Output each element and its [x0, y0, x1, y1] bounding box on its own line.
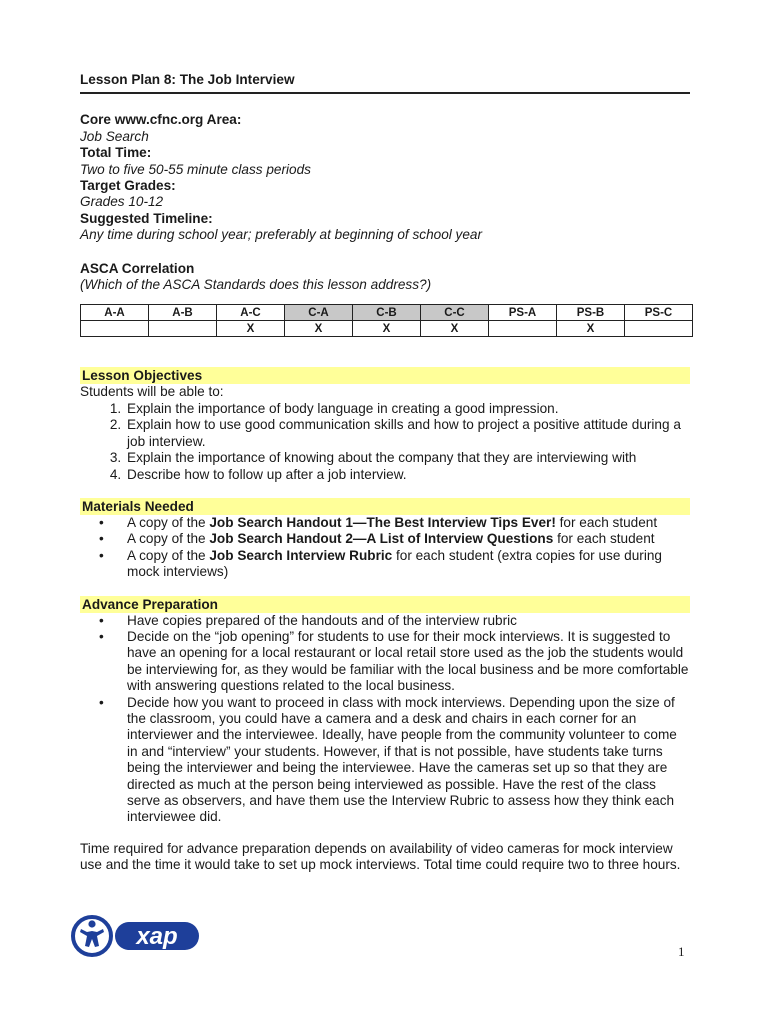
xap-logo-icon	[70, 912, 202, 960]
asca-question: (Which of the ASCA Standards does this lesson address?)	[80, 277, 432, 293]
list-item	[99, 612, 690, 629]
handout-title: Job Search Handout 2—A List of Interview Questions	[209, 531, 554, 547]
page-number: 1	[678, 944, 685, 959]
asca-mark-cell: X	[557, 321, 625, 337]
item-text: for each student	[553, 531, 655, 547]
list-item	[99, 514, 690, 531]
asca-col-header: PS-B	[557, 305, 625, 321]
asca-col-header: PS-A	[489, 305, 557, 321]
objectives-heading: Lesson Objectives	[80, 367, 690, 384]
item-text: Decide on the “job opening” for students to use for their mock interviews. It is suggested to have an opening for a local restaurant or local retail store used as the job the students would be interviewing for, as they would be familiar with the local business and be more comfortable with answering questions related to the local business.	[127, 628, 689, 694]
bullet-icon: •	[99, 514, 104, 530]
asca-mark-cell	[81, 321, 149, 337]
bullet-icon: •	[99, 628, 104, 644]
closing-paragraph: Time required for advance preparation depends on availability of video cameras for mock interview use and the time it would take to set up mock interviews. Total time could require two to three hours.	[80, 840, 681, 873]
list-item	[99, 531, 690, 547]
handout-title: Job Search Interview Rubric	[209, 547, 393, 563]
materials-list	[80, 515, 690, 581]
xap-logo	[70, 912, 202, 960]
advance-prep-heading: Advance Preparation	[80, 596, 690, 613]
list-item: 1. Explain the importance of body language in creating a good impression.	[125, 401, 690, 417]
list-item	[99, 547, 690, 581]
asca-col-header: PS-C	[625, 305, 693, 321]
asca-mark-cell: X	[421, 321, 489, 337]
asca-col-header: A-B	[149, 305, 217, 321]
asca-col-header: C-B	[353, 305, 421, 321]
bullet-icon: •	[99, 547, 104, 563]
list-item: 4. Describe how to follow up after a job interview.	[125, 467, 690, 483]
target-grades-value: Grades 10-12	[80, 194, 164, 210]
asca-table	[80, 304, 693, 337]
asca-mark-cell	[625, 321, 693, 337]
asca-col-header: A-A	[81, 305, 149, 321]
item-text: A copy of the	[127, 547, 210, 563]
asca-heading: ASCA Correlation	[80, 260, 195, 276]
list-item: 2. Explain how to use good communication skills and how to project a positive attitude during a job interview.	[125, 417, 690, 450]
materials-heading: Materials Needed	[80, 498, 690, 515]
list-item: 3. Explain the importance of knowing about the company that they are interviewing with	[125, 450, 690, 466]
item-text: A copy of the	[127, 514, 210, 530]
list-item	[99, 694, 690, 826]
asca-section	[80, 261, 690, 338]
bullet-icon: •	[99, 531, 104, 547]
objectives-section	[80, 367, 690, 482]
asca-marks-row	[81, 321, 693, 337]
asca-mark-cell: X	[217, 321, 285, 337]
objectives-intro: Students will be able to:	[80, 384, 224, 400]
page-title: Lesson Plan 8: The Job Interview	[80, 72, 690, 94]
item-text: for each student	[555, 514, 658, 530]
asca-header-row	[81, 305, 693, 321]
timeline-label: Suggested Timeline:	[80, 210, 213, 226]
item-text: for each student (extra copies for use during mock interviews)	[127, 547, 662, 580]
asca-col-header: C-C	[421, 305, 489, 321]
total-time-label: Total Time:	[80, 145, 152, 161]
advance-prep-list	[80, 613, 690, 826]
bullet-icon: •	[99, 612, 104, 628]
lesson-meta	[80, 112, 690, 243]
item-text: Decide how you want to proceed in class with mock interviews. Depending upon the size of the classroom, you could have a camera and a desk and chairs in each corner for an interviewer and the interviewee. Ideally, have people from the community volunteer to come in and “interview” your students. However, if that is not possible, have students take turns being the interviewer and being the interviewee. Have the cameras set up so that they are directed as much at the person being interviewed as possible. Have the rest of the class serve as observers, and have them use the Interview Rubric to assess how they think each interviewee did.	[127, 694, 677, 825]
core-area-value: Job Search	[80, 128, 149, 144]
item-text: A copy of the	[127, 531, 210, 547]
asca-col-header: A-C	[217, 305, 285, 321]
list-item	[99, 628, 690, 695]
total-time-value: Two to five 50-55 minute class periods	[80, 161, 311, 177]
asca-mark-cell	[149, 321, 217, 337]
materials-section	[80, 498, 690, 581]
core-area-label: Core www.cfnc.org Area:	[80, 112, 242, 128]
asca-col-header: C-A	[285, 305, 353, 321]
objectives-list	[80, 401, 690, 483]
timeline-value: Any time during school year; preferably at beginning of school year	[80, 227, 482, 243]
document-page	[80, 72, 690, 874]
asca-mark-cell	[489, 321, 557, 337]
asca-mark-cell: X	[353, 321, 421, 337]
logo-wordmark: xap	[136, 923, 178, 950]
advance-prep-section	[80, 596, 690, 826]
target-grades-label: Target Grades:	[80, 178, 176, 194]
asca-mark-cell: X	[285, 321, 353, 337]
handout-title: Job Search Handout 1—The Best Interview Tips Ever!	[209, 514, 556, 530]
item-text: Have copies prepared of the handouts and of the interview rubric	[127, 612, 517, 628]
bullet-icon: •	[99, 694, 104, 710]
